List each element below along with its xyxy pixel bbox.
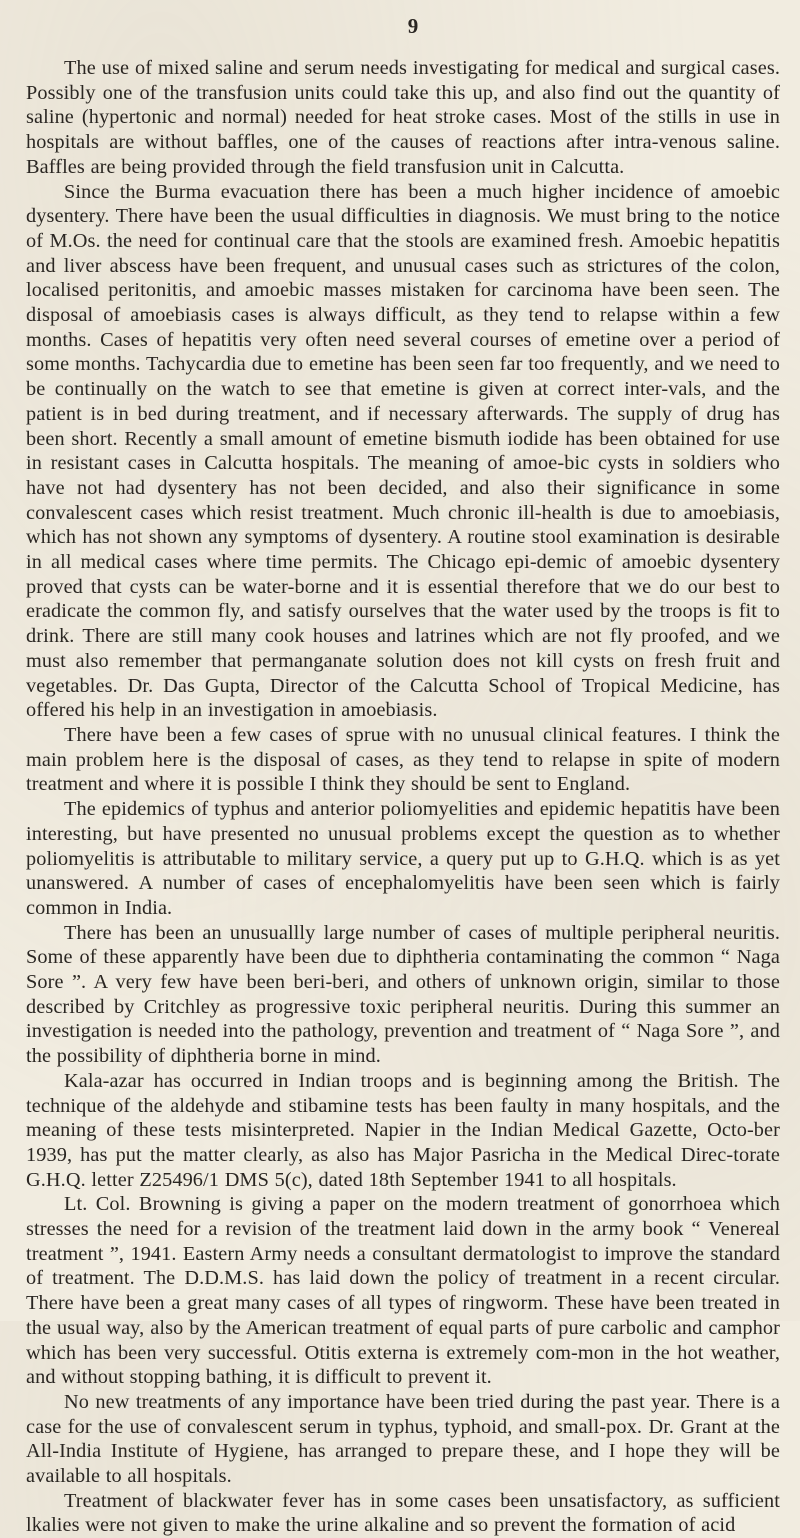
paragraph-venereal-dermatology: Lt. Col. Browning is giving a paper on the modern treatment of gonorrhoea which stresses the need for a revision of the treatment laid down in the army book “ Venereal treatment ”, 1941. Eastern Army needs a consultant dermatologist to improve the standard of treatment. The D.D.M.S. has laid down the policy of treatment in a recent circular. There have been a great many cases of all types of ringworm. These have been treated in the usual way, also by the American treatment of equal parts of pure carbolic and camphor which has been very successful. Otitis externa is extremely com-mon in the hot weather, and without stopping bathing, it is difficult to prevent it. <box>26 1193 780 1389</box>
paragraph-amoebic-dysentery: Since the Burma evacuation there has been a much higher incidence of amoebic dysentery. There have been the usual difficulties in diagnosis. We must bring to the notice of M.Os. the need for continual care that the stools are examined fresh. Amoebic hepatitis and liver abscess have been frequent, and unusual cases such as strictures of the colon, localised peritonitis, and amoebic masses mistaken for carcinoma have been seen. The disposal of amoebiasis cases is always difficult, as they tend to relapse within a few months. Cases of hepatitis very often need several courses of emetine over a period of some months. Tachycardia due to emetine has been seen far too frequently, and we need to be continually on the watch to see that emetine is given at correct inter-vals, and the patient is in bed during treatment, and if necessary afterwards. The supply of drug has been short. Recently a small amount of emetine bismuth iodide has been obtained for use in resistant cases in Calcutta hospitals. The meaning of amoe-bic cysts in soldiers who have not had dysentery has not been decided, and also their significance in some convalescent cases which resist treatment. Much chronic ill-health is due to amoebiasis, which has not shown any symptoms of dysentery. A routine stool examination is desirable in all medical cases where time permits. The Chicago epi-demic of amoebic dysentery proved that cysts can be water-borne and it is essential therefore that we do our best to eradicate the common fly, and satisfy ourselves that the water used by the troops is fit to drink. There are still many cook houses and latrines which are not fly proofed, and we must also remember that permanganate solution does not kill cysts on fresh fruit and vegetables. Dr. Das Gupta, Director of the Calcutta School of Tropical Medicine, has offered his help in an investigation in amoebiasis. <box>26 180 780 722</box>
page-number: 9 <box>407 14 419 38</box>
paragraph-new-treatments: No new treatments of any importance have been tried during the past year. There is a case for the use of convalescent serum in typhus, typhoid, and small-pox. Dr. Grant at the All-India Institute of Hygiene, has arranged to prepare these, and I hope they will be available to all hospitals. <box>26 1390 780 1488</box>
paragraph-saline-serum: The use of mixed saline and serum needs investigating for medical and surgical cases. Possibly one of the transfusion units could take this up, and also find out the quantity of saline (hypertonic and normal) needed for heat stroke cases. Most of the stills in use in hospitals are without baffles, one of the causes of reactions after intra-venous saline. Baffles are being provided through the field transfusion unit in Calcutta. <box>26 57 780 178</box>
paragraph-kala-azar: Kala-azar has occurred in Indian troops and is beginning among the British. The technique of the aldehyde and stibamine tests has been faulty in many hospitals, and the meaning of these tests misinterpreted. Napier in the Indian Medical Gazette, Octo-ber 1939, has put the matter clearly, as also has Major Pasricha in the Medical Direc-torate G.H.Q. letter Z25496/1 DMS 5(c), dated 18th September 1941 to all hospitals. <box>26 1069 780 1191</box>
paragraph-sprue: There have been a few cases of sprue with no unusual clinical features. I think the main problem here is the disposal of cases, as they tend to relapse in spite of modern treatment and where it is possible I think they should be sent to England. <box>26 723 780 796</box>
paragraph-peripheral-neuritis: There has been an unusuallly large number of cases of multiple peripheral neuritis. Some of these apparently have been due to diphtheria contaminating the common “ Naga Sore ”. A very few have been beri-beri, and others of unknown origin, similar to those described by Critchley as progressive toxic peripheral neuritis. During this summer an investigation is needed into the pathology, prevention and treatment of “ Naga Sore ”, and the possibility of diphtheria borne in mind. <box>26 921 780 1068</box>
paragraph-blackwater-fever: Treatment of blackwater fever has in some cases been unsatisfactory, as sufficient lkalies were not given to make the urine alkaline and so prevent the formation of acid <box>26 1489 780 1537</box>
body-text <box>26 56 780 1538</box>
paragraph-typhus-poliomyelitis: The epidemics of typhus and anterior poliomyelities and epidemic hepatitis have been interesting, but have presented no unusual problems except the question as to whether poliomyelitis is attributable to military service, a query put up to G.H.Q. which is as yet unanswered. A number of cases of encephalomyelitis have been seen which is fairly common in India. <box>26 798 780 919</box>
